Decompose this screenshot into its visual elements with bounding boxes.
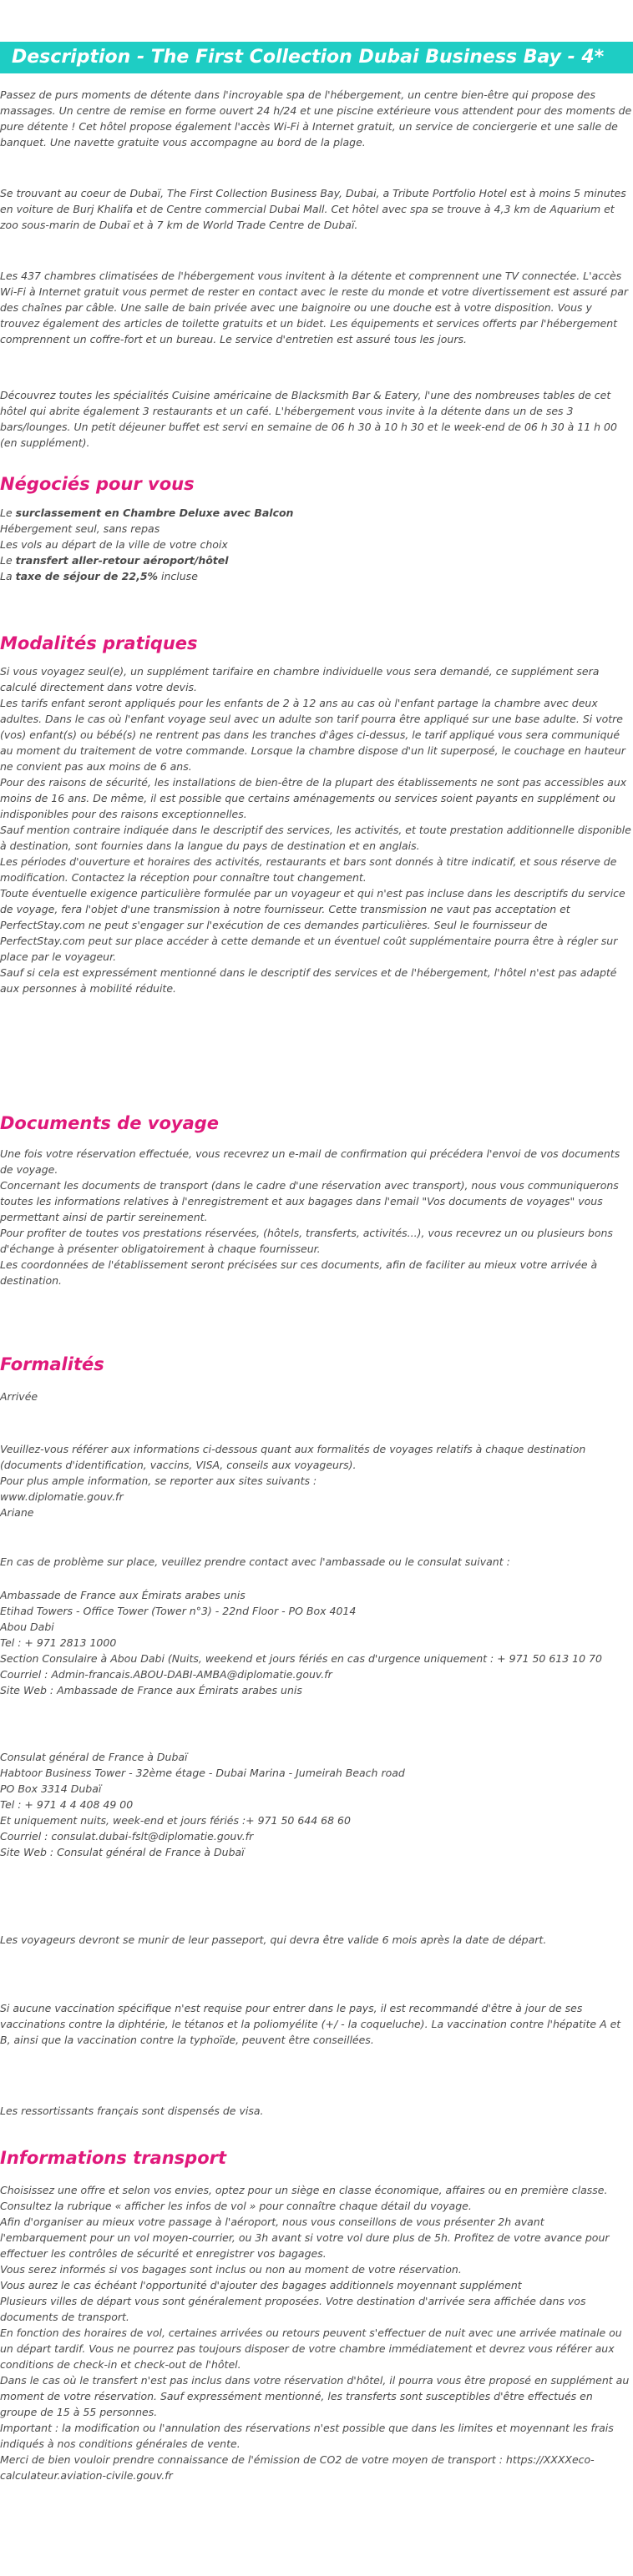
diplomatie-link[interactable]: www.diplomatie.gouv.fr [0,1490,124,1503]
consulat-email[interactable]: Courriel : consulat.dubai-fslt@diplomatie.gouv.fr [0,1830,254,1843]
transport-text-8: Dans le cas où le transfert n'est pas inclus dans votre réservation d'hôtel, il pourra vous être proposé en supplément au moment de votre réservation. Sauf expressément mentionné, les transferts sont susceptibles d'être effectués en groupe de 15 à 55 personnes. [0,2374,630,2418]
formalites-intro-text: Veuillez-vous référer aux informations ci-dessous quant aux formalités de voyages relatifs à chaque destination (documents d'identification, vaccins, VISA, conseils aux voyageurs). [0,1443,586,1471]
transport-text-2: Consultez la rubrique « afficher les infos de vol » pour connaître chaque détail du voyage. [0,2200,472,2212]
ambassade-block [0,1587,633,1698]
ambassade-email[interactable]: Courriel : Admin-francais.ABOU-DABI-AMBA@diplomatie.gouv.fr [0,1668,332,1681]
consulat-urgence: Et uniquement nuits, week-end et jours fériés :+ 971 50 644 68 60 [0,1814,351,1827]
modalites-text-1: Si vous voyagez seul(e), un supplément tarifaire en chambre individuelle vous sera demandé, ce supplément sera calculé directement dans votre devis. [0,665,600,693]
transport-title: Informations transport [0,2148,227,2168]
consulat-pobox: PO Box 3314 Dubaï [0,1782,102,1795]
ambassade-address: Etihad Towers - Office Tower (Tower n°3) - 22nd Floor - PO Box 4014 [0,1605,357,1617]
transport-text-4: Vous serez informés si vos bagages sont inclus ou non au moment de votre réservation. [0,2263,462,2276]
documents-text-4: Les coordonnées de l'établissement seront précisées sur ces documents, afin de faciliter au mieux votre arrivée à destination. [0,1258,598,1287]
consulat-tel: Tel : + 971 4 4 408 49 00 [0,1798,134,1811]
description-paragraph-4 [0,387,633,451]
visa-block [0,2103,633,2119]
transport-text-5: Vous aurez le cas échéant l'opportunité d'ajouter des bagages additionnels moyennant supplément [0,2279,522,2291]
documents-text-2: Concernant les documents de transport (dans le cadre d'une réservation avec transport), nous vous communiquerons toutes les informations relatives à l'enregistrement et aux bagages dans l'email "Vos documents de voyages" vous permettant ainsi de partir sereinement. [0,1179,619,1223]
description-paragraph-1 [0,87,633,150]
description-banner: Description - The First Collection Dubai Business Bay - 4* [0,42,633,73]
consulat-address: Habtoor Business Tower - 32ème étage - Dubai Marina - Jumeirah Beach road [0,1767,405,1779]
ariane-link[interactable]: Ariane [0,1506,34,1519]
consulat-name: Consulat général de France à Dubaï [0,1751,188,1763]
formalites-probleme [0,1554,633,1570]
ambassade-city: Abou Dabi [0,1621,54,1633]
transport-text [0,2182,633,2483]
formalites-arrivee [0,1389,633,1404]
transport-text-3: Afin d'organiser au mieux votre passage à l'aéroport, nous vous conseillons de vous présenter 2h avant l'embarquement pour un vol moyen-courrier, ou 3h avant si votre vol dure plus de 5h. Profitez de votre avance pour effectuer les contrôles de sécurité et enregistrer vos bagages. [0,2216,610,2260]
probleme-text: En cas de problème sur place, veuillez prendre contact avec l'ambassade ou le consulat suivant : [0,1555,510,1568]
negocies-item-1: Le surclassement en Chambre Deluxe avec Balcon [0,507,294,519]
description-text-3: Les 437 chambres climatisées de l'hébergement vous invitent à la détente et comprennent une TV connectée. L'accès Wi-Fi à Internet gratuit vous permet de rester en contact avec le reste du monde et votre divertissement est assuré par des chaînes par câble. Une salle de bain privée avec une baignoire ou une douche est à votre disposition. Vous y trouvez également des articles de toilette gratuits et un bidet. Les équipements et services offerts par l'hébergement comprennent un coffre-fort et un bureau. Le service d'entretien est assuré tous les jours. [0,270,629,345]
description-text-1: Passez de purs moments de détente dans l'incroyable spa de l'hébergement, un centre bien-être qui propose des massages. Un centre de remise en forme ouvert 24 h/24 et une piscine extérieure vous attendent pour des moments de pure détente ! Cet hôtel propose également l'accès Wi-Fi à Internet gratuit, un service de conciergerie et une salle de banquet. Une navette gratuite vous accompagne au bord de la plage. [0,88,632,149]
transport-text-7: En fonction des horaires de vol, certaines arrivées ou retours peuvent s'effectuer de nuit avec une arrivée matinale ou un départ tardif. Vous ne pourrez pas toujours disposer de votre chambre immédiatement et devrez vous référer aux conditions de check-in et check-out de l'hôtel. [0,2326,622,2371]
negocies-item-2: Hébergement seul, sans repas [0,522,160,535]
ambassade-urgence: Section Consulaire à Abou Dabi (Nuits, weekend et jours fériés en cas d'urgence uniquement : + 971 50 613 10 70 [0,1652,602,1665]
documents-text [0,1146,633,1288]
modalites-text-4: Sauf mention contraire indiquée dans le descriptif des services, les activités, et toute prestation additionnelle disponible à destination, sont fournies dans la langue du pays de destination et en anglais. [0,824,631,852]
modalites-text-5: Les périodes d'ouverture et horaires des activités, restaurants et bars sont donnés à titre indicatif, et sous réserve de modification. Contactez la réception pour connaître tout changement. [0,855,617,884]
formalites-title: Formalités [0,1354,104,1374]
arrivee-label: Arrivée [0,1390,38,1403]
description-text-4: Découvrez toutes les spécialités Cuisine américaine de Blacksmith Bar & Eatery, l'une des nombreuses tables de cet hôtel qui abrite également 3 restaurants et un café. L'hébergement vous invite à la détente dans un de ses 3 bars/lounges. Un petit déjeuner buffet est servi en semaine de 06 h 30 à 10 h 30 et le week-end de 06 h 30 à 11 h 00 (en supplément). [0,389,617,449]
negocies-list [0,505,633,584]
modalites-title: Modalités pratiques [0,633,198,653]
consulat-website[interactable]: Site Web : Consulat général de France à Dubaï [0,1846,245,1858]
description-paragraph-3 [0,268,633,347]
ambassade-name: Ambassade de France aux Émirats arabes unis [0,1589,246,1601]
negocies-item-4: Le transfert aller-retour aéroport/hôtel [0,554,229,567]
negocies-item-3: Les vols au départ de la ville de votre choix [0,538,228,551]
documents-text-1: Une fois votre réservation effectuée, vous recevrez un e-mail de confirmation qui précédera l'envoi de vos documents de voyage. [0,1147,620,1176]
description-paragraph-2 [0,185,633,233]
modalites-text-2: Les tarifs enfant seront appliqués pour les enfants de 2 à 12 ans au cas où l'enfant partage la chambre avec deux adultes. Dans le cas où l'enfant voyage seul avec un adulte son tarif pourra être appliqué sur une base adulte. Si votre (vos) enfant(s) ou bébé(s) ne rentrent pas dans les tranches d'âges ci-dessus, le tarif appliqué vous sera communiqué au moment du traitement de votre commande. Lorsque la chambre dispose d'un lit superposé, le couchage en hauteur ne convient pas aux moins de 6 ans. [0,697,625,773]
ambassade-website[interactable]: Site Web : Ambassade de France aux Émirats arabes unis [0,1684,302,1696]
consulat-block [0,1749,633,1860]
transport-text-9: Important : la modification ou l'annulation des réservations n'est possible que dans les limites et moyennant les frais indiqués à nos conditions générales de vente. [0,2422,614,2450]
documents-title: Documents de voyage [0,1113,220,1133]
description-text-2: Se trouvant au coeur de Dubaï, The First Collection Business Bay, Dubai, a Tribute Portfolio Hotel est à moins 5 minutes en voiture de Burj Khalifa et de Centre commercial Dubai Mall. Cet hôtel avec spa se trouve à 4,3 km de Aquarium et zoo sous-marin de Dubaï et à 7 km de World Trade Centre de Dubaï. [0,187,626,231]
modalites-text-7: Sauf si cela est expressément mentionné dans le descriptif des services et de l'hébergement, l'hôtel n'est pas adapté aux personnes à mobilité réduite. [0,966,617,995]
documents-text-3: Pour profiter de toutes vos prestations réservées, (hôtels, transferts, activités...), vous recevrez un ou plusieurs bons d'échange à présenter obligatoirement à chaque fournisseur. [0,1227,613,1255]
modalites-text-6: Toute éventuelle exigence particulière formulée par un voyageur et qui n'est pas incluse dans les descriptifs du service de voyage, fera l'objet d'une transmission à notre fournisseur. Cette transmission ne vaut pas acceptation et PerfectStay.com ne peut s'engager sur l'exécution de ces demandes particulières. Seul le fournisseur de PerfectStay.com peut sur place accéder à cette demande et un éventuel coût supplémentaire pourra être à régler sur place par le voyageur. [0,887,625,963]
modalites-text [0,663,633,996]
formalites-sites-text: Pour plus ample information, se reporter aux sites suivants : [0,1475,317,1487]
transport-text-6: Plusieurs villes de départ vous sont généralement proposées. Votre destination d'arrivée sera affichée dans vos documents de transport. [0,2295,586,2323]
vaccin-text: Si aucune vaccination spécifique n'est requise pour entrer dans le pays, il est recommandé d'être à jour de ses vaccinations contre la diphtérie, le tétanos et la poliomyélite (+/ - la coqueluche). La vaccination contre l'hépatite A et B, ainsi que la vaccination contre la typhoïde, peuvent être conseillées. [0,2002,621,2046]
passeport-text: Les voyageurs devront se munir de leur passeport, qui devra être valide 6 mois après la date de départ. [0,1933,547,1946]
modalites-text-3: Pour des raisons de sécurité, les installations de bien-être de la plupart des établissements ne sont pas accessibles aux moins de 16 ans. De même, il est possible que certains aménagements ou services soient payants en supplément ou indisponibles pour des raisons exceptionnelles. [0,776,627,820]
transport-text-10: Merci de bien vouloir prendre connaissance de l'émission de CO2 de votre moyen de transport : https://XXXXeco-calculateur.aviation-civile.gouv.fr [0,2453,595,2482]
transport-text-1: Choisissez une offre et selon vos envies, optez pour un siège en classe économique, affaires ou en première classe. [0,2184,608,2196]
vaccin-block [0,2000,633,2048]
ambassade-tel: Tel : + 971 2813 1000 [0,1636,117,1649]
visa-text: Les ressortissants français sont dispensés de visa. [0,2105,264,2117]
passeport-block [0,1932,633,1948]
formalites-intro [0,1441,633,1520]
negocies-title: Négociés pour vous [0,474,195,494]
negocies-item-5: La taxe de séjour de 22,5% incluse [0,570,198,582]
